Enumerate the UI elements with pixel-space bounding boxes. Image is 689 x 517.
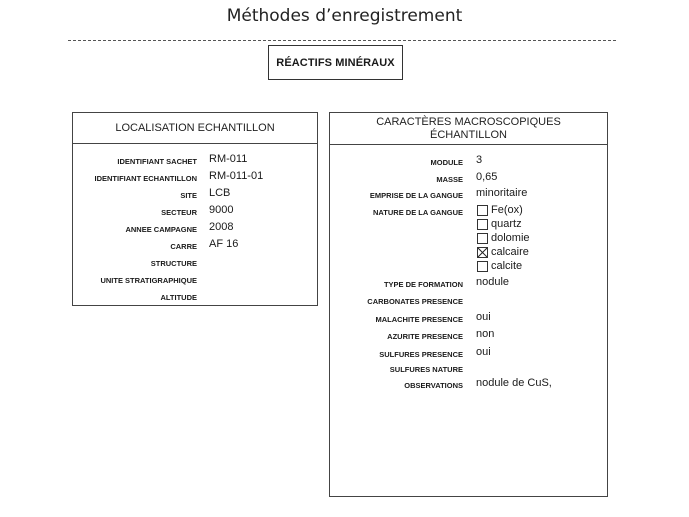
option-label: dolomie <box>491 232 530 244</box>
field-module <box>330 154 607 170</box>
field-sulfures-nature <box>330 361 607 377</box>
field-type-formation <box>330 276 607 292</box>
field-label: EMPRISE DE LA GANGUE <box>369 191 463 200</box>
field-label: ANNEE CAMPAGNE <box>125 225 197 234</box>
field-label: IDENTIFIANT ECHANTILLON <box>94 174 197 183</box>
field-value: 3 <box>476 154 483 166</box>
field-malachite-presence <box>330 311 607 327</box>
page-title: Méthodes d’enregistrement <box>226 6 463 26</box>
nature-gangue-checklist <box>476 204 530 274</box>
localisation-panel <box>72 112 318 306</box>
field-identifiant-sachet <box>73 153 317 169</box>
field-label: IDENTIFIANT SACHET <box>117 157 197 166</box>
field-value: 9000 <box>209 204 234 216</box>
field-label: SULFURES NATURE <box>389 365 463 374</box>
field-label: SECTEUR <box>161 208 197 217</box>
field-carbonates-presence <box>330 293 607 309</box>
field-site <box>73 187 317 203</box>
field-label: MODULE <box>430 158 463 167</box>
checkbox-calcaire[interactable] <box>477 247 488 258</box>
field-unite-stratigraphique <box>73 272 317 288</box>
field-value: non <box>476 328 495 340</box>
field-value: LCB <box>209 187 231 199</box>
field-observations <box>330 377 607 393</box>
checkbox-dolomie[interactable] <box>477 233 488 244</box>
option-label: Fe(ox) <box>491 204 523 216</box>
field-azurite-presence <box>330 328 607 344</box>
field-identifiant-echantillon <box>73 170 317 186</box>
checkbox-feox[interactable] <box>477 205 488 216</box>
field-label: CARBONATES PRESENCE <box>367 297 463 306</box>
field-label: ALTITUDE <box>160 293 197 302</box>
field-label: SULFURES PRESENCE <box>379 350 463 359</box>
option-feox <box>476 204 530 218</box>
dashed-divider <box>68 40 616 41</box>
option-dolomie <box>476 232 530 246</box>
field-label: OBSERVATIONS <box>404 381 463 390</box>
field-value: RM-011-01 <box>209 170 264 182</box>
field-value: AF 16 <box>209 238 239 250</box>
checkbox-quartz[interactable] <box>477 219 488 230</box>
field-structure <box>73 255 317 271</box>
field-secteur <box>73 204 317 220</box>
field-value: 0,65 <box>476 171 498 183</box>
field-masse <box>330 171 607 187</box>
option-label: calcaire <box>491 246 529 258</box>
field-nature-gangue <box>330 204 607 220</box>
macro-title-line1: CARACTÈRES MACROSCOPIQUES <box>376 115 561 128</box>
field-value: RM-011 <box>209 153 248 165</box>
field-sulfures-presence <box>330 346 607 362</box>
field-value: nodule <box>476 276 510 288</box>
field-value: oui <box>476 311 491 323</box>
field-label: UNITE STRATIGRAPHIQUE <box>100 276 197 285</box>
field-label: STRUCTURE <box>150 259 197 268</box>
option-calcite <box>476 260 530 274</box>
macro-panel-title <box>330 113 607 145</box>
field-emprise-gangue <box>330 187 607 203</box>
macro-title-line2: ÉCHANTILLON <box>429 128 508 141</box>
field-carre <box>73 238 317 254</box>
field-label: AZURITE PRESENCE <box>387 332 463 341</box>
field-label: SITE <box>180 191 197 200</box>
option-calcaire <box>476 246 530 260</box>
field-value: 2008 <box>209 221 234 233</box>
checked-x-icon <box>478 248 487 257</box>
category-badge: RÉACTIFS MINÉRAUX <box>268 45 403 80</box>
option-label: quartz <box>491 218 522 230</box>
field-value: oui <box>476 346 491 358</box>
field-label: NATURE DE LA GANGUE <box>373 208 463 217</box>
localisation-panel-title: LOCALISATION ECHANTILLON <box>73 113 317 144</box>
caracteres-macroscopiques-panel <box>329 112 608 497</box>
field-value: nodule de CuS, <box>476 377 552 389</box>
option-label: calcite <box>491 260 523 272</box>
field-annee-campagne <box>73 221 317 237</box>
field-value: minoritaire <box>476 187 528 199</box>
option-quartz <box>476 218 530 232</box>
field-altitude <box>73 289 317 305</box>
field-label: CARRE <box>170 242 197 251</box>
field-label: MALACHITE PRESENCE <box>375 315 463 324</box>
field-label: TYPE DE FORMATION <box>383 280 463 289</box>
checkbox-calcite[interactable] <box>477 261 488 272</box>
field-label: MASSE <box>436 175 463 184</box>
